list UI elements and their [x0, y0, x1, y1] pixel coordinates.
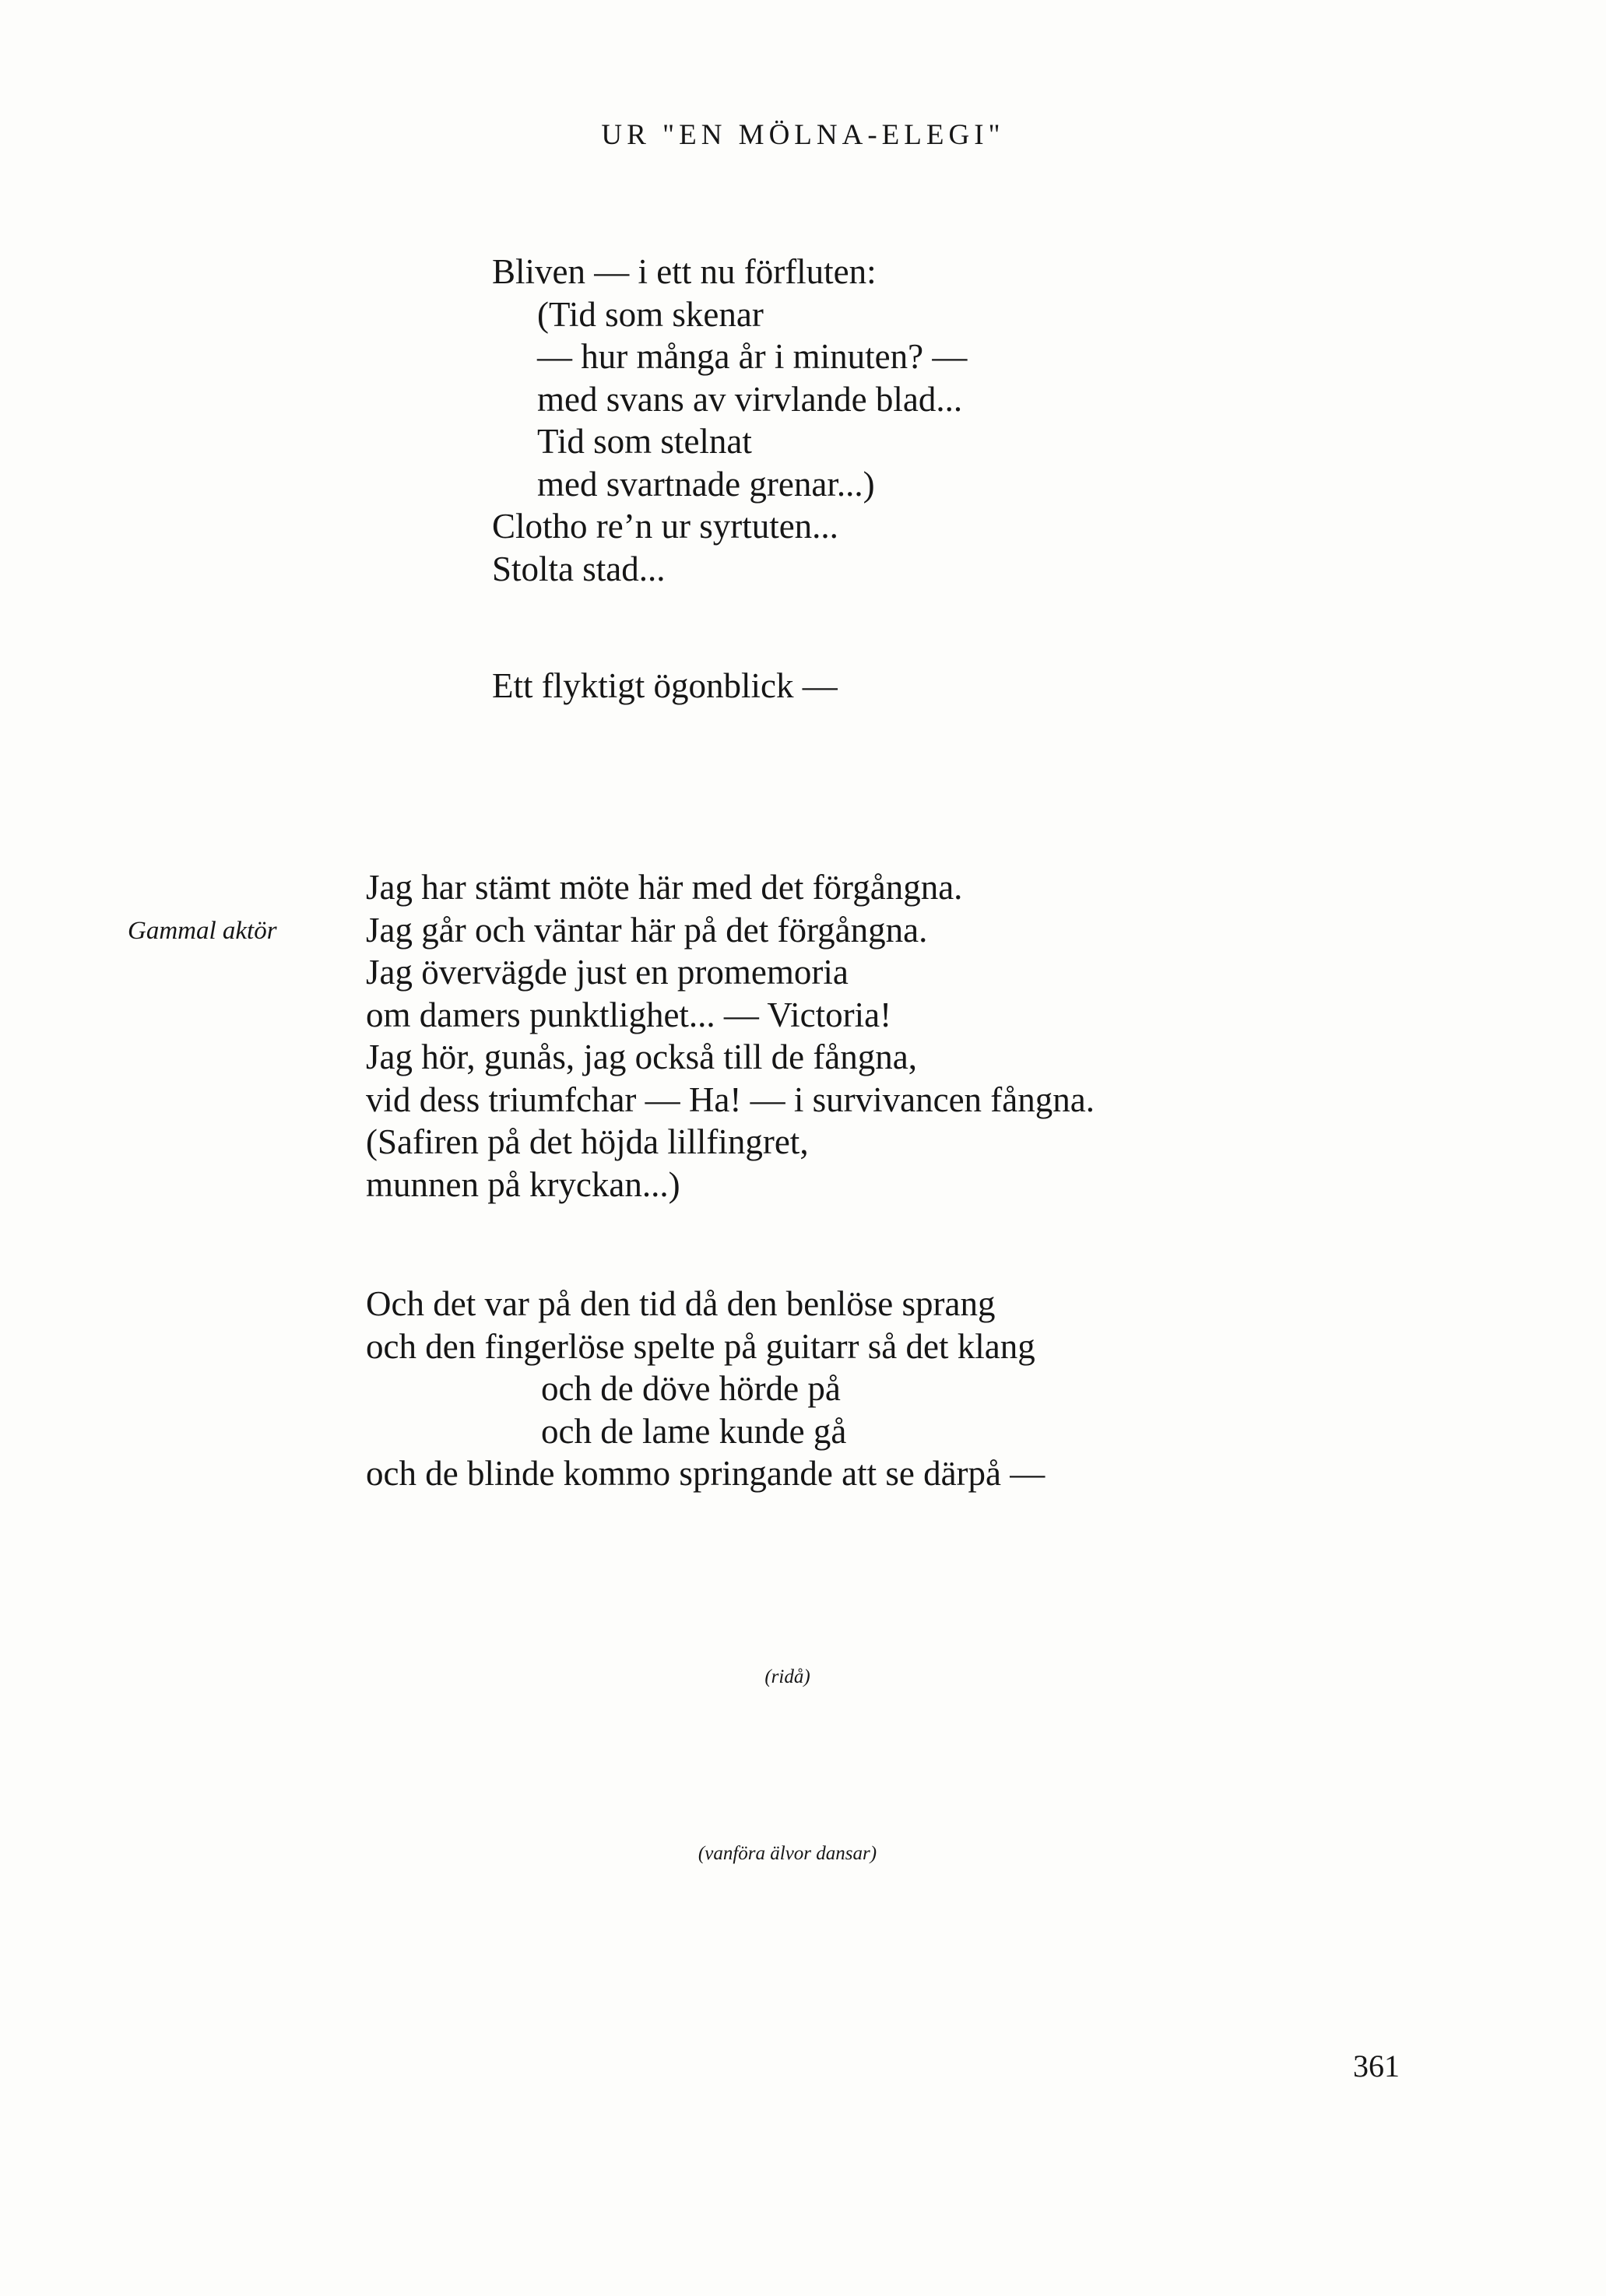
- stanza: [492, 251, 967, 590]
- poem-line: Jag har stämt möte här med det förgångna.: [366, 868, 963, 907]
- poem-line: och de lame kunde gå: [541, 1411, 847, 1451]
- poem-line: Clotho re’n ur syrtuten...: [492, 507, 838, 546]
- poem-line: Jag hör, gunås, jag också till de fångna,: [366, 1037, 918, 1076]
- poem-line: Bliven — i ett nu förfluten:: [492, 252, 877, 291]
- poem-line: Tid som stelnat: [537, 422, 752, 461]
- poem-title: UR "EN MÖLNA-ELEGI": [601, 119, 1005, 151]
- speaker-label: Gammal aktör: [128, 917, 277, 945]
- poem-line: och de döve hörde på: [541, 1369, 841, 1408]
- poem-line: vid dess triumfchar — Ha! — i survivancen fångna.: [366, 1080, 1095, 1119]
- poem-line: munnen på kryckan...): [366, 1164, 680, 1204]
- poem-line: och den fingerlöse spelte på guitarr så det klang: [366, 1326, 1035, 1366]
- poem-line: (Safiren på det höjda lillfingret,: [366, 1122, 809, 1161]
- poem-line: med svartnade grenar...): [537, 464, 875, 504]
- poem-line: Jag går och väntar här på det förgångna.: [366, 910, 928, 950]
- poem-line: Och det var på den tid då den benlöse sprang: [366, 1284, 996, 1323]
- poem-line: (Tid som skenar: [537, 294, 764, 334]
- stage-direction: (ridå): [764, 1666, 810, 1687]
- stanza: [492, 665, 838, 707]
- stanza: [366, 866, 1095, 1206]
- poem-line: om damers punktlighet... — Victoria!: [366, 995, 892, 1034]
- poem-line: Ett flyktigt ögonblick —: [492, 666, 838, 705]
- stage-direction: (vanföra älvor dansar): [698, 1843, 877, 1864]
- stanza: [366, 1283, 1045, 1495]
- poem-line: — hur många år i minuten? —: [537, 337, 968, 376]
- poem-line: Jag övervägde just en promemoria: [366, 953, 849, 992]
- poem-line: och de blinde kommo springande att se därpå —: [366, 1454, 1045, 1493]
- page-number: 361: [1353, 2048, 1400, 2084]
- poem-line: Stolta stad...: [492, 549, 666, 588]
- poem-line: med svans av virvlande blad...: [537, 379, 963, 419]
